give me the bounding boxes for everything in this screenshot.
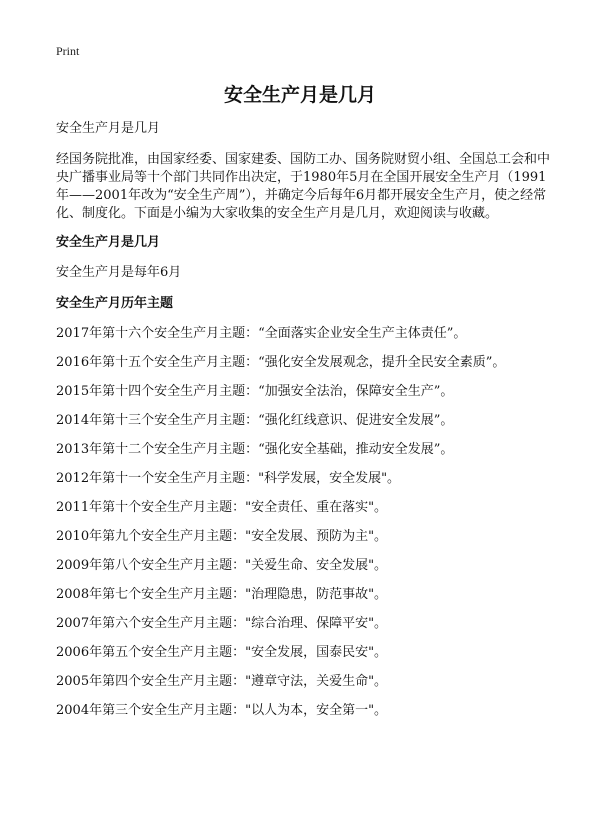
theme-item: 2004年第三个安全生产月主题："以人为本，安全第一"。: [56, 703, 388, 718]
theme-item: 2017年第十六个安全生产月主题：“全面落实企业安全生产主体责任”。: [56, 326, 467, 341]
theme-item: 2014年第十三个安全生产月主题：“强化红线意识、促进安全发展”。: [56, 413, 454, 428]
theme-list: [56, 325, 556, 720]
theme-item: 2009年第八个安全生产月主题："关爱生命、安全发展"。: [56, 558, 388, 573]
theme-item: 2006年第五个安全生产月主题："安全发展，国泰民安"。: [56, 645, 388, 660]
print-link[interactable]: Print: [56, 44, 80, 58]
theme-item: 2015年第十四个安全生产月主题：“加强安全法治，保障安全生产”。: [56, 384, 454, 399]
theme-item: 2011年第十个安全生产月主题："安全责任、重在落实"。: [56, 500, 388, 515]
theme-item: 2013年第十二个安全生产月主题：“强化安全基础，推动安全发展”。: [56, 442, 454, 457]
page-title: 安全生产月是几月: [223, 84, 376, 106]
theme-item: 2005年第四个安全生产月主题："遵章守法，关爱生命"。: [56, 674, 388, 689]
intro-paragraph: 经国务院批准，由国家经委、国家建委、国防工办、国务院财贸小组、全国总工会和中央广播事业局等十个部门共同作出决定，于1980年5月在全国开展安全生产月（1991年——2001年改为“安全生产周”），并确定今后每年6月都开展安全生产月，使之经常化、制度化。下面是小编为大家收集的安全生产月是几月，欢迎阅读与收藏。: [56, 152, 551, 221]
section-heading-month: 安全生产月是几月: [56, 235, 161, 250]
theme-item: 2007年第六个安全生产月主题："综合治理、保障平安"。: [56, 616, 388, 631]
section-heading-themes: 安全生产月历年主题: [56, 296, 174, 311]
theme-item: 2010年第九个安全生产月主题："安全发展、预防为主"。: [56, 529, 388, 544]
theme-item: 2012年第十一个安全生产月主题："科学发展，安全发展"。: [56, 471, 401, 486]
theme-item: 2008年第七个安全生产月主题："治理隐患，防范事故"。: [56, 587, 388, 602]
theme-item: 2016年第十五个安全生产月主题：“强化安全发展观念，提升全民安全素质”。: [56, 355, 506, 370]
section-text-month: 安全生产月是每年6月: [56, 265, 182, 280]
article-subtitle: 安全生产月是几月: [56, 121, 161, 136]
article-body: [56, 120, 556, 731]
